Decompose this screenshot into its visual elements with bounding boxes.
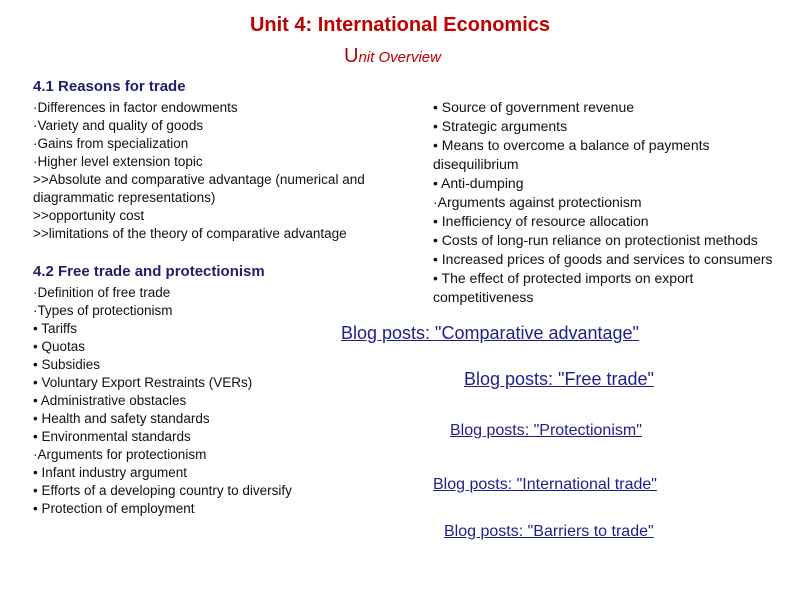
protectionism-arguments-list bbox=[433, 98, 773, 307]
list-item: • Infant industry argument bbox=[33, 465, 188, 480]
subtitle-initial: U bbox=[344, 45, 359, 67]
reasons-for-trade-list bbox=[33, 99, 365, 243]
list-item: >>opportunity cost bbox=[33, 208, 145, 223]
list-item: • Protection of employment bbox=[33, 501, 195, 516]
list-item: • The effect of protected imports on export bbox=[433, 270, 694, 286]
list-item: • Quotas bbox=[33, 339, 86, 354]
list-item: • Environmental standards bbox=[33, 429, 191, 444]
list-item: ·Arguments against protectionism bbox=[433, 194, 642, 210]
list-item: • Subsidies bbox=[33, 357, 101, 372]
list-item: >>Absolute and comparative advantage (numerical and bbox=[33, 172, 365, 187]
list-item: • Efforts of a developing country to diversify bbox=[33, 483, 292, 498]
list-item: • Inefficiency of resource allocation bbox=[433, 213, 649, 229]
list-item: • Means to overcome a balance of payments bbox=[433, 137, 710, 153]
page-subtitle bbox=[344, 44, 441, 70]
list-item: ·Definition of free trade bbox=[33, 285, 171, 300]
list-item: • Tariffs bbox=[33, 321, 77, 336]
list-item: ·Higher level extension topic bbox=[33, 154, 203, 169]
page-title: Unit 4: International Economics bbox=[249, 14, 551, 36]
list-item: • Source of government revenue bbox=[433, 99, 635, 115]
list-item: ·Gains from specialization bbox=[33, 136, 189, 151]
list-item: ·Arguments for protectionism bbox=[33, 447, 207, 462]
list-item: ·Variety and quality of goods bbox=[33, 118, 204, 133]
list-item: • Costs of long-run reliance on protectionist methods bbox=[433, 232, 758, 248]
list-item: competitiveness bbox=[433, 289, 534, 305]
list-item: diagrammatic representations) bbox=[33, 190, 216, 205]
blog-link-free-trade[interactable]: Blog posts: "Free trade" bbox=[464, 369, 654, 389]
blog-link-barriers-to-trade[interactable]: Blog posts: "Barriers to trade" bbox=[444, 523, 654, 540]
blog-link-protectionism[interactable]: Blog posts: "Protectionism" bbox=[450, 422, 642, 439]
list-item: • Administrative obstacles bbox=[33, 393, 187, 408]
free-trade-list bbox=[33, 284, 292, 518]
blog-link-international-trade[interactable]: Blog posts: "International trade" bbox=[433, 476, 657, 493]
list-item: ·Types of protectionism bbox=[33, 303, 173, 318]
blog-link-comparative-advantage[interactable]: Blog posts: "Comparative advantage" bbox=[341, 323, 639, 343]
list-item: • Health and safety standards bbox=[33, 411, 210, 426]
list-item: • Anti-dumping bbox=[433, 175, 524, 191]
list-item: ·Differences in factor endowments bbox=[33, 100, 238, 115]
list-item: • Voluntary Export Restraints (VERs) bbox=[33, 375, 253, 390]
subtitle-rest: nit Overview bbox=[358, 49, 441, 66]
list-item: • Increased prices of goods and services to consumers bbox=[433, 251, 773, 267]
section-heading-reasons-for-trade: 4.1 Reasons for trade bbox=[33, 78, 186, 95]
list-item: • Strategic arguments bbox=[433, 118, 568, 134]
section-heading-free-trade: 4.2 Free trade and protectionism bbox=[33, 263, 265, 280]
list-item: >>limitations of the theory of comparative advantage bbox=[33, 226, 347, 241]
list-item: disequilibrium bbox=[433, 156, 519, 172]
